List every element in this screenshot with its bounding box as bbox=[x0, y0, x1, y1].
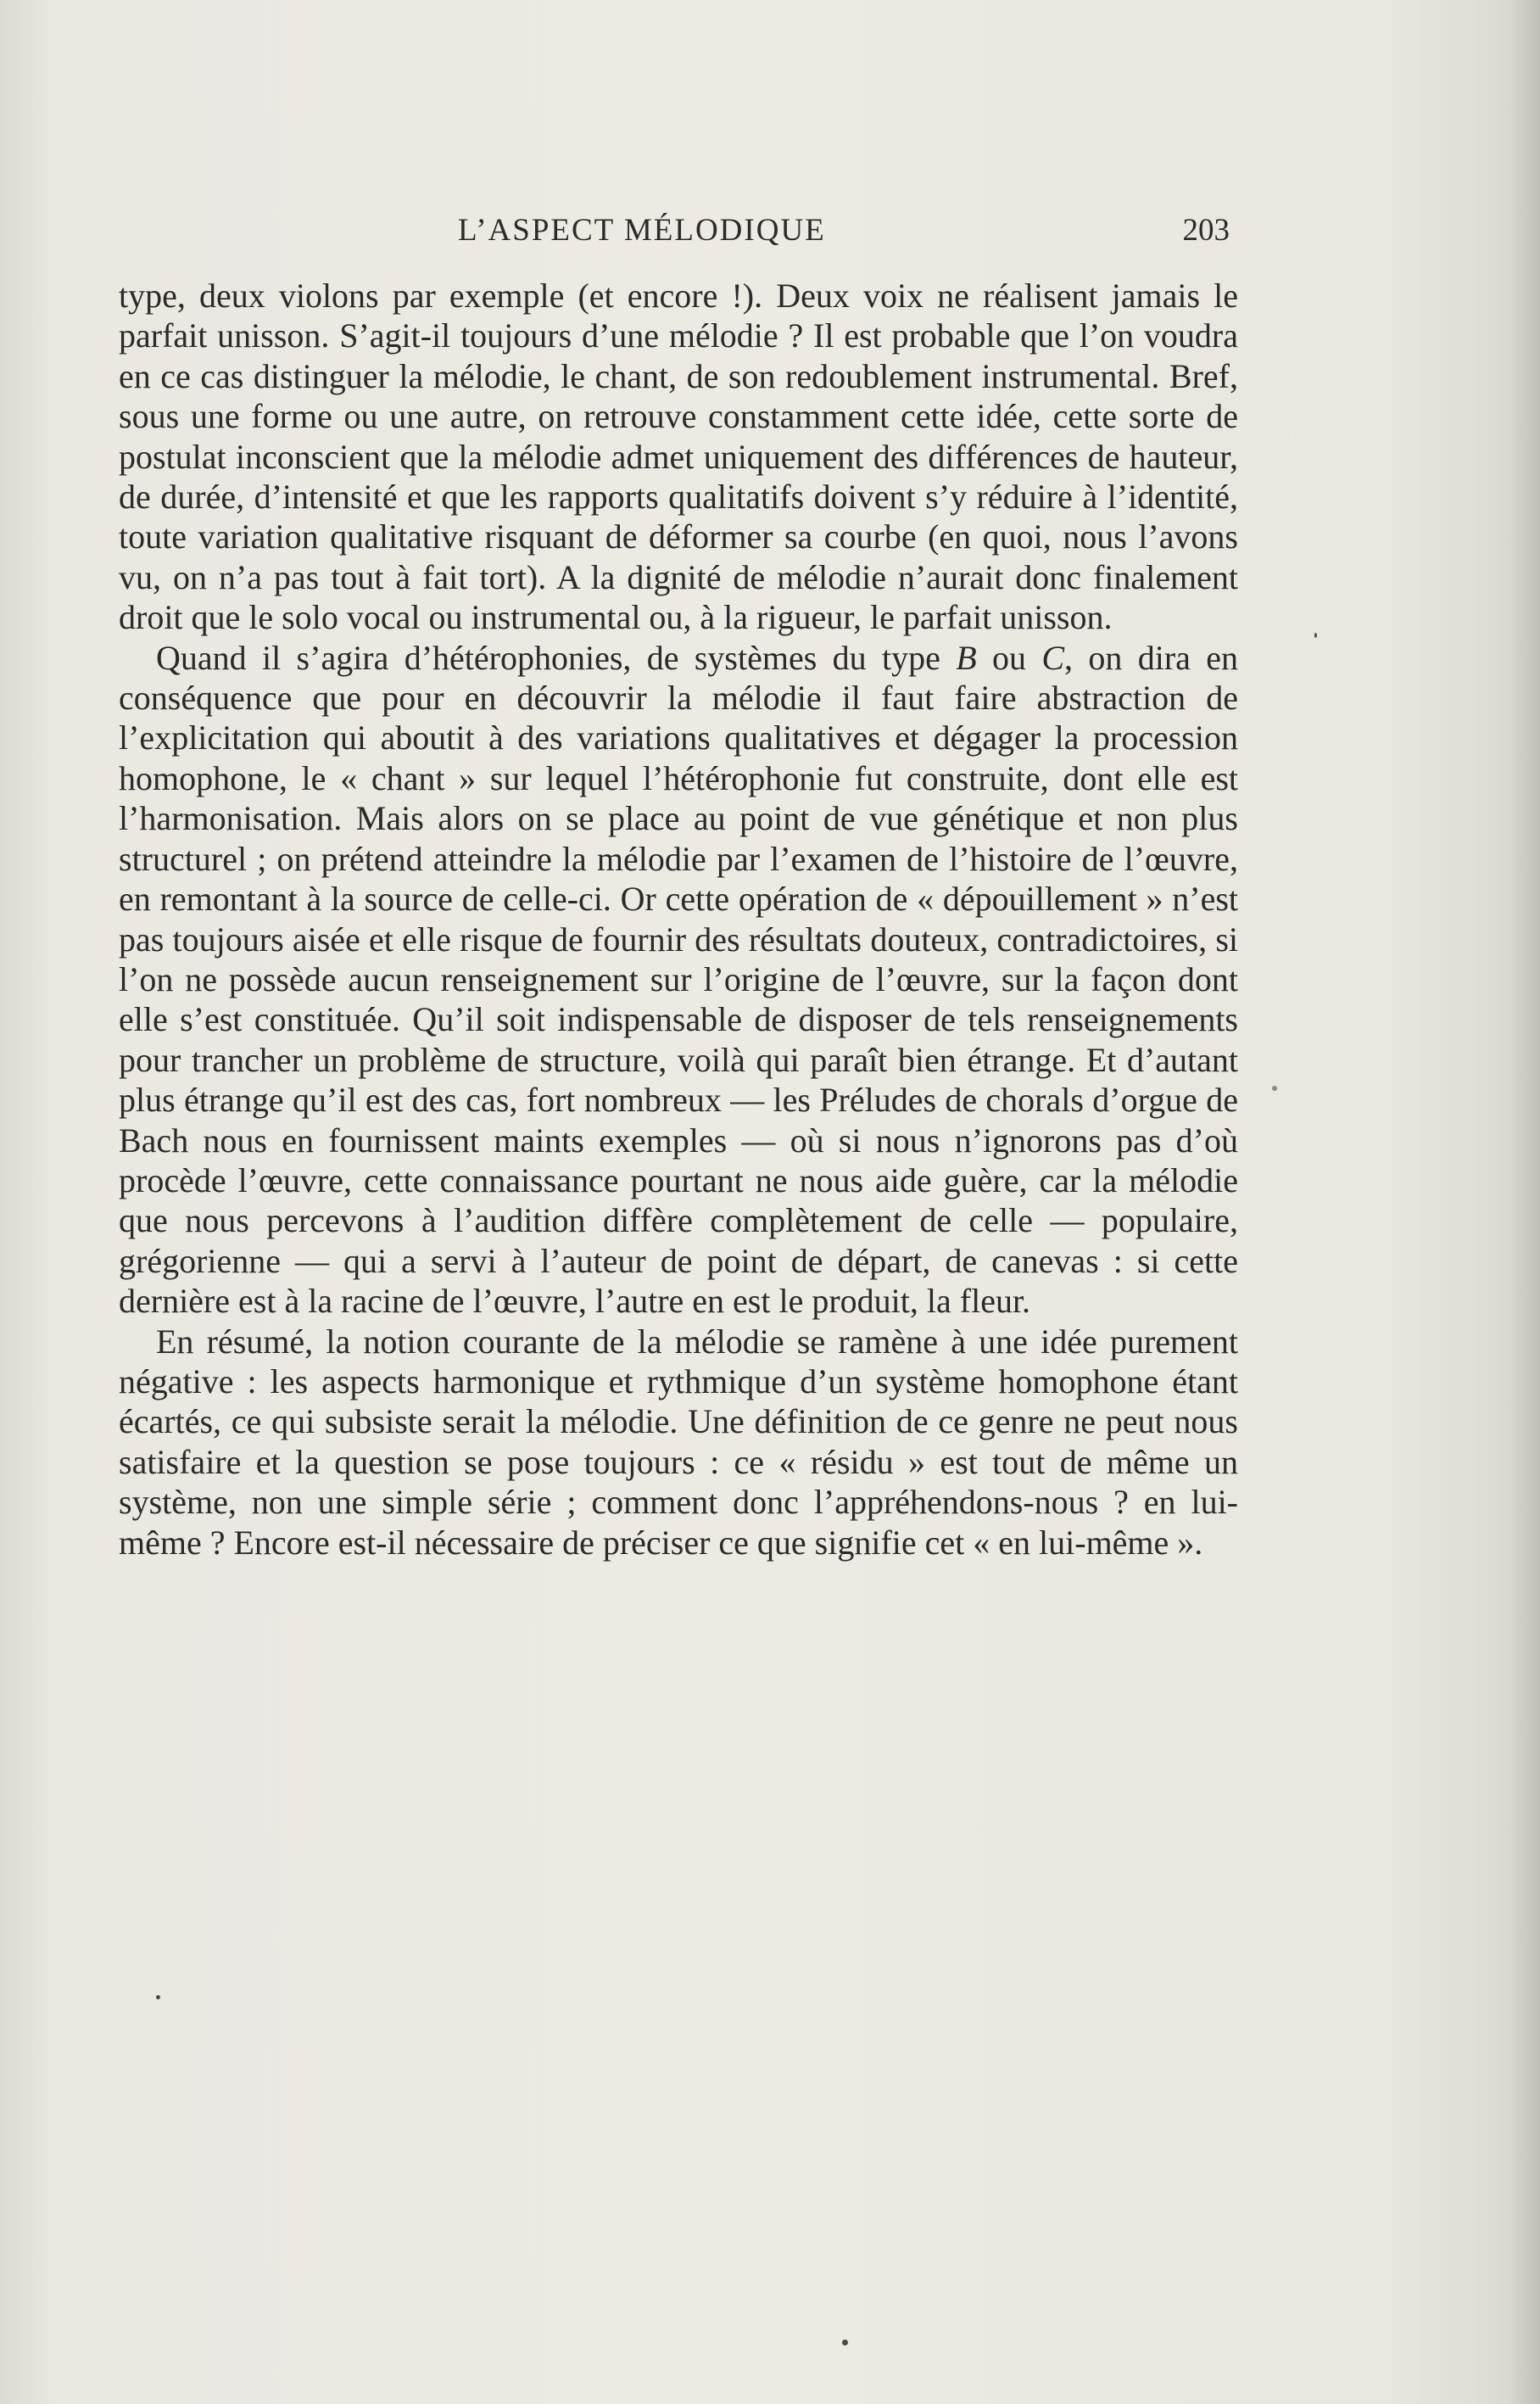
paragraph-2-text-after: , on dira en conséquence que pour en découvrir la mélodie il faut faire abstraction de l’explicitation qui aboutit à des variations qualitatives et dégager la procession homophone, le « chant » sur lequel l’hétérophonie fut construite, dont elle est l’harmonisation. Mais alors on se place au point de vue génétique et non plus structurel ; on prétend atteindre la mélodie par l’examen de l’histoire de l’œuvre, en remontant à la source de celle-ci. Or cette opération de « dépouillement » n’est pas toujours aisée et elle risque de fournir des résultats douteux, contradictoires, si l’on ne possède aucun renseignement sur l’origine de l’œuvre, sur la façon dont elle s’est constituée. Qu’il soit indispensable de disposer de tels renseignements pour trancher un problème de structure, voilà qui paraît bien étrange. Et d’autant plus étrange qu’il est des cas, fort nombreux — les Préludes de chorals d’orgue de Bach nous en fournissent maints exemples — où si nous n’ignorons pas d’où procède l’œuvre, cette connaissance pourtant ne nous aide guère, car la mélodie que nous percevons à l’audition diffère complètement de celle — populaire, grégorienne — qui a servi à l’auteur de point de départ, de canevas : si cette dernière est à la racine de l’œuvre, l’autre en est le produit, la fleur. bbox=[119, 638, 1238, 1321]
paragraph-3: En résumé, la notion courante de la mélodie se ramène à une idée purement négative : les aspects harmonique et rythmique d’un système homophone étant écartés, ce qui subsiste serait la mélodie. Une définition de ce genre ne peut nous satisfaire et la question se pose toujours : ce « résidu » est tout de même un système, non une simple série ; comment donc l’appréhendons-nous ? en lui-même ? Encore est-il nécessaire de préciser ce que signifie cet « en lui-même ». bbox=[119, 1322, 1238, 1562]
paragraph-1: type, deux violons par exemple (et encore !). Deux voix ne réalisent jamais le parfait unisson. S’agit-il toujours d’une mélodie ? Il est probable que l’on voudra en ce cas distinguer la mélodie, le chant, de son redoublement instrumental. Bref, sous une forme ou une autre, on retrouve constamment cette idée, cette sorte de postulat inconscient que la mélodie admet uniquement des différences de hauteur, de durée, d’intensité et que les rapports qualitatifs doivent s’y réduire à l’identité, toute variation qualitative risquant de déformer sa courbe (en quoi, nous l’avons vu, on n’a pas tout à fait tort). A la dignité de mélodie n’aurait donc finalement droit que le solo vocal ou instrumental ou, à la rigueur, le parfait unisson. bbox=[119, 277, 1238, 637]
paragraph-2 bbox=[119, 638, 1238, 1322]
paragraph-2-text-middle: ou bbox=[976, 638, 1042, 677]
page-edge-shadow bbox=[1511, 0, 1540, 2404]
system-type-c: C bbox=[1041, 638, 1065, 677]
paper-speck bbox=[1272, 1086, 1277, 1091]
system-type-b: B bbox=[956, 638, 977, 677]
page-header bbox=[119, 212, 1230, 254]
paper-speck bbox=[842, 2340, 848, 2345]
running-title: L’ASPECT MÉLODIQUE bbox=[458, 213, 826, 248]
body-text bbox=[119, 276, 1238, 1563]
page-number: 203 bbox=[1182, 213, 1230, 248]
paragraph-2-text-before: Quand il s’agira d’hétérophonies, de systèmes du type bbox=[156, 638, 957, 677]
paper-speck bbox=[1314, 633, 1317, 638]
paper-speck bbox=[156, 1995, 160, 1999]
